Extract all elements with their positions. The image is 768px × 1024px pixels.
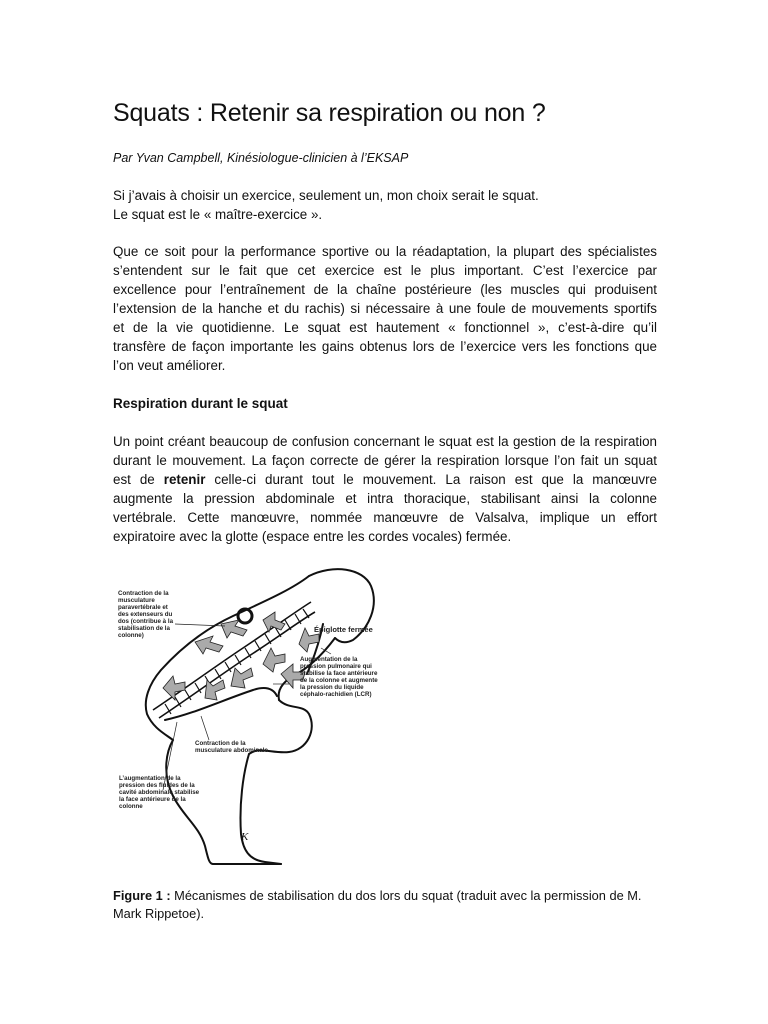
shin-outline	[240, 754, 281, 864]
label-contraction-dos	[118, 590, 186, 639]
arrow-icon	[263, 648, 285, 672]
paragraph-line: expiratoire avec la glotte (espace entre les cordes vocales) fermée.	[113, 529, 512, 544]
paragraph-line: Un point créant beaucoup de confusion concernant le squat est la gestion de la respiration	[113, 434, 657, 449]
caption-label: Figure 1 :	[113, 888, 171, 903]
intro-line-1: Si j’avais à choisir un exercice, seulement un, mon choix serait le squat.	[113, 188, 539, 203]
page-title: Squats : Retenir sa respiration ou non ?	[113, 99, 546, 127]
paragraph-line: et de la vie quotidienne. Le squat est hautement « fonctionnel », c’est-à-dire qu’il	[113, 320, 657, 335]
paragraph-line	[113, 470, 657, 489]
label-line: Augmentation de la	[300, 656, 358, 663]
paragraph-line: excellence pour l’entraînement de la chaîne postérieure (les muscles qui produisent	[113, 282, 657, 297]
label-line: céphalo-rachidien (LCR)	[300, 691, 372, 698]
label-line: pression pulmonaire qui	[300, 663, 372, 670]
line-end: celle-ci durant tout le mouvement. La raison est que la manœuvre	[214, 472, 657, 487]
label-line: la pression du liquide	[300, 684, 364, 691]
label-line: musculature abdominale	[195, 747, 268, 754]
label-line: Contraction de la	[195, 740, 246, 747]
caption-text: Mécanismes de stabilisation du dos lors du squat (traduit avec la permission de M. Mark Rippetoe).	[113, 888, 642, 921]
paragraph-line: s’entendent sur le fait que cet exercice est le plus important. C’est l’exercice par	[113, 263, 657, 278]
arrow-icon	[163, 676, 185, 700]
paragraph-line: transfère de façon importante les gains obtenus lors de l’exercice vers les fonctions que	[113, 339, 657, 354]
figure-caption	[113, 887, 661, 923]
paragraph-line: durant le mouvement. La façon correcte de gérer la respiration lorsque l’on fait un squat	[113, 453, 657, 468]
label-line: colonne	[119, 803, 143, 810]
label-line: de la colonne et augmente	[300, 677, 378, 684]
label-line: L’augmentation de la	[119, 775, 181, 782]
paragraph-line: vertébrale. Cette manœuvre, nommée manœuvre de Valsalva, implique un effort	[113, 510, 657, 525]
leader-line	[201, 716, 209, 740]
label-line: cavité abdominale stabilise	[119, 789, 200, 796]
paragraph-performance	[113, 242, 657, 375]
arrow-icon	[195, 636, 223, 654]
label-line: colonne)	[118, 632, 144, 639]
bold-word-retenir: retenir	[163, 472, 206, 487]
abdomen-outline	[165, 688, 277, 720]
label-line: pression des fluides de la	[119, 782, 195, 789]
label-line: Contraction de la	[118, 590, 169, 597]
label-epiglotte: Épiglotte fermée	[314, 625, 373, 634]
label-line: stabilise la face antérieure	[300, 670, 378, 677]
label-line: stabilisation de la	[118, 625, 170, 632]
intro-paragraph	[113, 186, 657, 224]
label-line: dos (contribue à la	[118, 618, 174, 625]
label-line: des extenseurs du	[118, 611, 173, 618]
label-line: paravertébrale et	[118, 604, 168, 611]
paragraph-line: l’extension de la hanche et du rachis) si nécessaire à une foule de mouvements sportifs	[113, 301, 657, 316]
paragraph-respiration	[113, 432, 657, 546]
artist-signature: K	[241, 831, 249, 843]
byline: Par Yvan Campbell, Kinésiologue-clinicien à l’EKSAP	[113, 151, 409, 165]
label-line: la face antérieure de la	[119, 796, 186, 803]
label-pression-pulmonaire	[300, 656, 400, 698]
arrow-icon	[231, 668, 253, 688]
label-line: musculature	[118, 597, 155, 604]
paragraph-line: augmente la pression abdominale et intra thoracique, stabilisant ainsi la colonne	[113, 491, 657, 506]
intro-line-2: Le squat est le « maître-exercice ».	[113, 207, 323, 222]
label-fluides	[119, 775, 215, 810]
arrow-icon	[205, 680, 225, 700]
label-abdominale	[195, 740, 285, 754]
squat-illustration	[113, 564, 403, 870]
line-start: est de	[113, 472, 155, 487]
paragraph-line: Que ce soit pour la performance sportive ou la réadaptation, la plupart des spécialistes	[113, 244, 657, 259]
paragraph-line: l’on veut améliorer.	[113, 358, 226, 373]
section-heading: Respiration durant le squat	[113, 396, 288, 411]
